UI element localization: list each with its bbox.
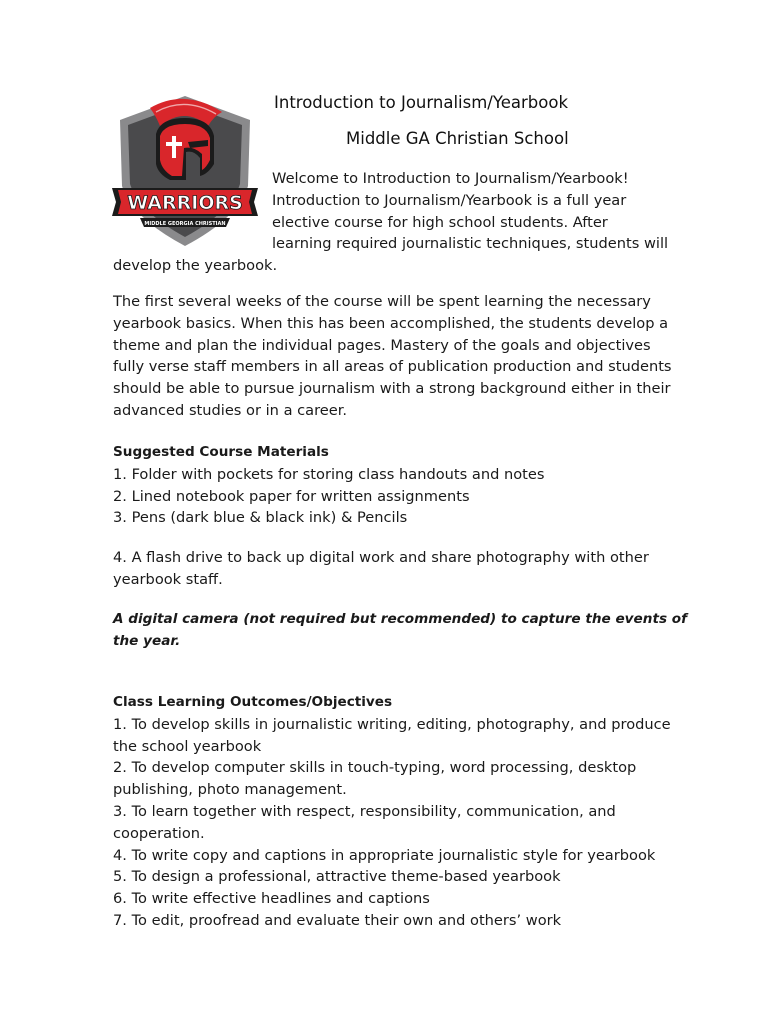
warriors-logo	[110, 90, 260, 250]
camera-note	[113, 609, 688, 653]
banner-text: WARRIORS	[127, 192, 243, 214]
outcome-line: 2. To develop computer skills in touch-typing, word processing, desktop	[113, 759, 637, 777]
materials-item: 1. Folder with pockets for storing class handouts and notes	[113, 465, 545, 483]
outcomes-section	[113, 692, 673, 932]
overview-line: fully verse staff members in all areas of publication production and students	[113, 358, 672, 376]
outcome-line: 5. To design a professional, attractive theme-based yearbook	[113, 868, 561, 886]
page-title: Introduction to Journalism/Yearbook	[274, 93, 569, 112]
materials-item-4	[113, 547, 673, 591]
overview-line: theme and plan the individual pages. Mastery of the goals and objectives	[113, 336, 651, 354]
outcome-line: cooperation.	[113, 824, 205, 842]
banner-subtext: MIDDLE GEORGIA CHRISTIAN	[144, 221, 226, 227]
outcome-line: the school yearbook	[113, 737, 262, 755]
outcome-line: 6. To write effective headlines and captions	[113, 890, 430, 908]
outcome-line: 4. To write copy and captions in appropriate journalistic style for yearbook	[113, 846, 656, 864]
intro-line-tail: develop the yearbook.	[113, 257, 278, 274]
materials-section	[113, 442, 673, 529]
intro-line: learning required journalistic techniques, students will	[272, 235, 669, 253]
overview-line: The first several weeks of the course will be spent learning the necessary	[113, 293, 651, 310]
materials-item: 3. Pens (dark blue & black ink) & Pencils	[113, 509, 408, 527]
materials-item-line: 4. A flash drive to back up digital work and share photography with other	[113, 549, 649, 566]
overview-line: advanced studies or in a career.	[113, 401, 348, 419]
materials-item-line: yearbook staff.	[113, 570, 223, 588]
camera-note-line: the year.	[113, 632, 181, 649]
outcome-line: publishing, photo management.	[113, 781, 347, 799]
camera-note-line: A digital camera (not required but recommended) to capture the events of	[113, 611, 688, 627]
intro-paragraph	[272, 168, 669, 255]
outcome-line: 1. To develop skills in journalistic writing, editing, photography, and produce	[113, 715, 671, 733]
intro-line: Introduction to Journalism/Yearbook is a full year	[272, 191, 627, 209]
overview-paragraph	[113, 291, 673, 422]
outcomes-heading: Class Learning Outcomes/Objectives	[113, 694, 393, 710]
intro-line: elective course for high school students. After	[272, 213, 608, 231]
materials-heading: Suggested Course Materials	[113, 444, 329, 460]
intro-line: Welcome to Introduction to Journalism/Yearbook!	[272, 170, 629, 187]
outcome-line: 3. To learn together with respect, responsibility, communication, and	[113, 802, 616, 820]
outcome-line: 7. To edit, proofread and evaluate their own and others’ work	[113, 911, 562, 929]
materials-item: 2. Lined notebook paper for written assignments	[113, 487, 470, 505]
overview-line: should be able to pursue journalism with a strong background either in their	[113, 380, 671, 398]
school-name: Middle GA Christian School	[346, 129, 569, 148]
overview-line: yearbook basics. When this has been accomplished, the students develop a	[113, 314, 669, 332]
